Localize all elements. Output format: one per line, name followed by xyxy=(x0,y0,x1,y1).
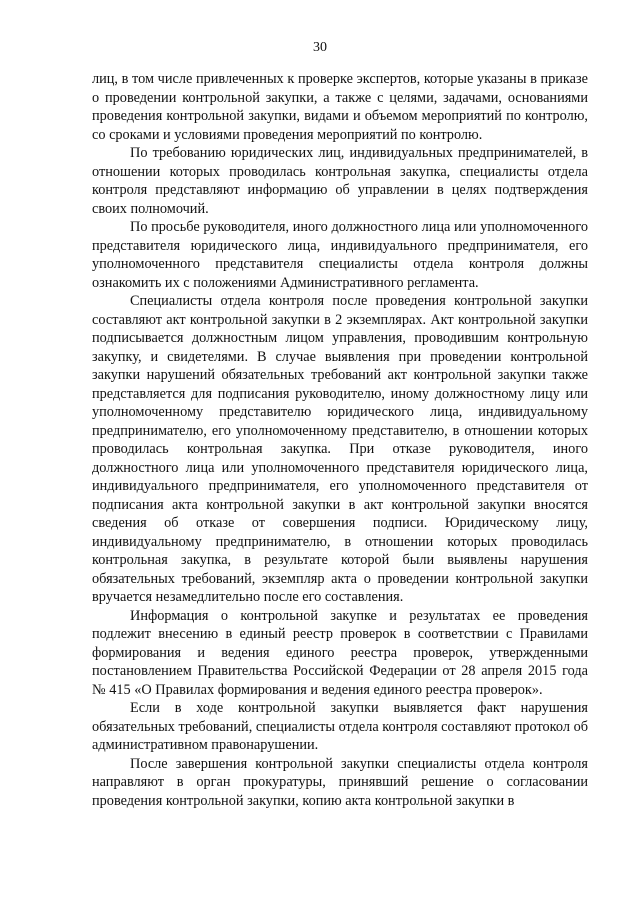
paragraph-familiarization: По просьбе руководителя, иного должностного лица или уполномоченного представителя юридического лица, индивидуального предпринимателя, его уполномоченного представителя специалисты отдела контроля должны ознакомить их с положениями Административного регламента. xyxy=(92,219,588,291)
paragraph-authority-info: По требованию юридических лиц, индивидуальных предпринимателей, в отношении которых проводилась контрольная закупка, специалисты отдела контроля представляют информацию об управлении в целях подтверждения своих полномочий. xyxy=(92,145,588,217)
paragraph-prosecutor: После завершения контрольной закупки специалисты отдела контроля направляют в орган прокуратуры, принявший решение о согласовании проведения контрольной закупки, копию акта контрольной закупки в xyxy=(92,755,588,809)
paragraph-violation-protocol: Если в ходе контрольной закупки выявляется факт нарушения обязательных требований, специалисты отдела контроля составляют протокол об административном правонарушении. xyxy=(92,700,588,753)
paragraph-registry: Информация о контрольной закупке и результатах ее проведения подлежит внесению в единый реестр проверок в соответствии с Правилами формирования и ведения единого реестра проверок, утвержденными постановлением Правительства Российской Федерации от 28 апреля 2015 года № 415 «О Правилах формирования и ведения единого реестра проверок». xyxy=(92,607,588,698)
paragraph-purchase-act: Специалисты отдела контроля после проведения контрольной закупки составляют акт контрольной закупки в 2 экземплярах. Акт контрольной закупки подписывается должностным лицом управления, проводившим контрольную закупку, и свидетелями. В случае выявления при проведении контрольной закупки нарушений обязательных требований акт контрольной закупки также представляется для подписания руководителю, иному должностному лицу или уполномоченному представителю юридического лица, индивидуальному предпринимателю, его уполномоченному представителю, в отношении которых проводилась контрольная закупка. При отказе руководителя, иного должностного лица или уполномоченного представителя юридического лица, индивидуального предпринимателя, его уполномоченного представителя от подписания акта контрольной закупки в акт контрольной закупки вносятся сведения об отказе от совершения подписи. Юридическому лицу, индивидуальному предпринимателю, в отношении которых проводилась контрольная закупка, в результате которой были выявлены нарушения обязательных требований, экземпляр акта о проведении контрольной закупки вручается незамедлительно после его составления. xyxy=(92,293,588,605)
page-number: 30 xyxy=(313,40,327,55)
paragraph-continuation: лиц, в том числе привлеченных к проверке экспертов, которые указаны в приказе о проведении контрольной закупки, а также с целями, задачами, основаниями проведения контрольной закупки, видами и объемом мероприятий по контролю, со сроками и условиями проведения мероприятий по контролю. xyxy=(92,71,588,143)
document-body xyxy=(92,70,588,810)
